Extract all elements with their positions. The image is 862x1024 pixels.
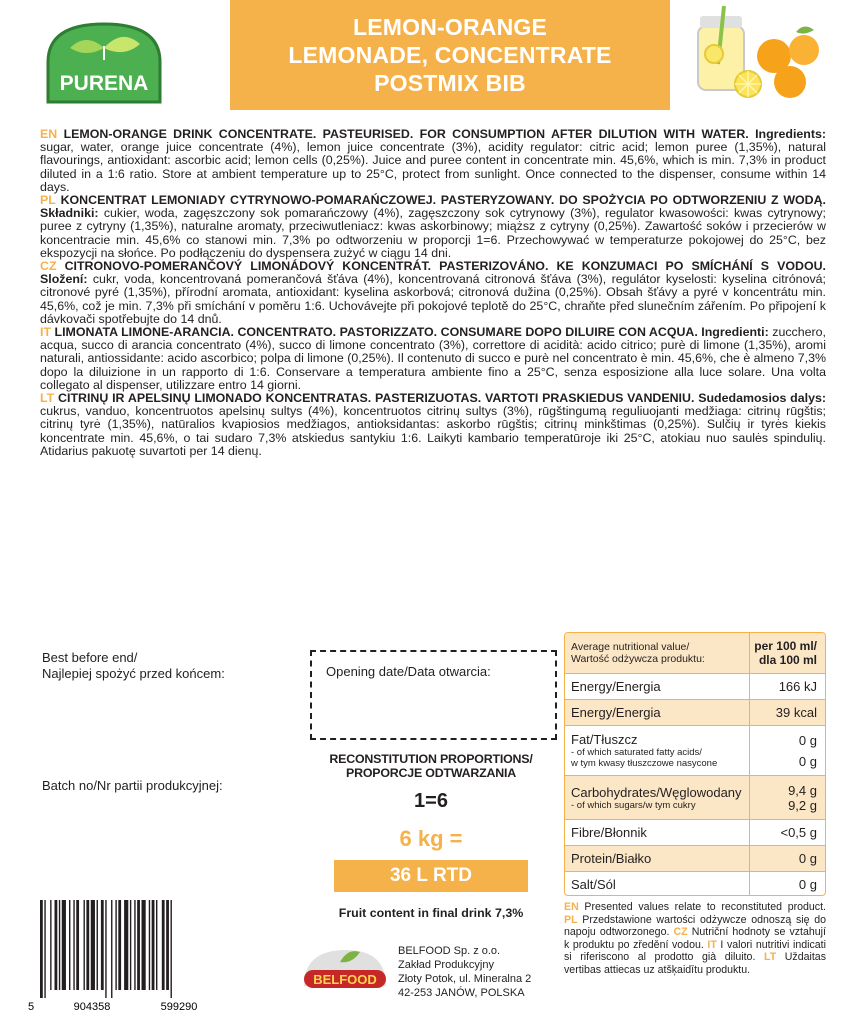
ingredients-label: Ingredients: [755,127,826,141]
ingredients-text [40,128,826,458]
manufacturer-address [398,944,531,1000]
barcode-bar [130,900,131,990]
lang-code: EN [564,901,579,913]
nutrition-table [564,632,826,896]
barcode-bar [149,900,150,990]
nutrition-header-label-1: Average nutritional value/ [571,641,690,653]
nutrient-label: Fat/Tłuszcz [571,732,638,747]
barcode-bar [115,900,116,990]
note-text: Uždaitas vertibas attiecas uz atšķaidītu produktu. [564,951,826,976]
nutrient-value: <0,5 g [780,825,817,840]
barcode-bar [84,900,85,990]
barcode-bar [59,900,60,990]
nutrient-label: Salt/Sól [571,877,616,892]
title-line-3: POSTMIX BIB [374,70,526,96]
nutrient-sublabel: w tym kwasy tłuszczowe nasycone [571,758,718,769]
barcode-bar [91,900,95,990]
ingredients-label: Sudedamosios dalys: [698,391,826,406]
ingredients-label: Składniki: [40,206,99,221]
barcode-digits-right: 599290 [160,1001,198,1013]
lang-code: IT [40,325,52,340]
barcode-bar [171,900,172,998]
best-before-label [42,650,225,682]
barcode [22,898,232,1014]
barcode-bar [62,900,66,990]
nutrient-sublabel: - of which sugars/w tym cukry [571,799,696,811]
barcode-bar [137,900,140,990]
section-heading: LIMONATA LIMONE-ARANCIA. CONCENTRATO. PASTORIZZATO. CONSUMARE DOPO DILUIRE CON ACQUA. [54,325,698,340]
note-text: Przedstawione wartości odżywcze odnoszą się do napoju odtworzonego. [564,913,826,939]
section-body: zucchero, acqua, succo di arancia concentrato (4%), succo di limone concentrato (3%), correttore di acidità: acido citrico; purè di limone (1,35%), aromi naturali, antiossidante: acido ascorbico; polpa di limone (0,25%). Il contenuto di succo e purè nel concentrato è min. 45,6%, che è almeno 7,3% dopo la diluizione in un rapporto di 1:6. Conservare a temperatura ambiente fino a 25°C, senza esposizione alla luce solare. Una volta collegato al dispenser, utilizzare entro 14 giorni. [40,325,826,392]
nutrient-label: Fibre/Błonnik [571,825,647,840]
section-body: cukier, woda, zagęszczony sok pomarańczowy (4%), zagęszczony sok cytrynowy (3%), regulator kwasowości: kwas cytrynowy; puree z cytryny (1,35%), naturalne aromaty, przeciwutleniacz: kwas askorbinowy; miąższ z cytryny (0,25%). Zawartość soków i przecierów w koncentracie min. 45,6% co stanowi min. 7,3% po odtworzeniu w proporcji 1=6. Przechowywać w temperaturze pokojowej do 25°C, bez ekspozycji na słońce. Po podłączeniu do dyspensera zużyć w ciągu 14 dni. [40,206,827,260]
nutrition-row-energy-kcal [565,699,825,725]
nutrition-row-salt [565,871,825,896]
lang-code: CZ [40,259,57,274]
barcode-digits-left: 904358 [73,1001,111,1013]
nutrient-label: Protein/Białko [571,851,652,866]
section-body: cukr, voda, koncentrovaná pomerančová šťáva (4%), koncentrovaná citronová šťáva (3%), regulátor kyselosti: kyselina citrónová; citronové pyré (1,35%), přírodní aromata, antioxidant: kyselina askorbová; citronová dužina (0,25%). Obsah šťávy a pyré v koncentrátu min. 45,6%, což je min. 7,3% při smíchání v poměru 1:6. Uchovávejte při pokojové teplotě do 25°C, chraňte před slunečním zářením. Po připojení k dávkovači spotřebujte do 14 dnů. [40,272,826,326]
nutrition-note [564,901,826,977]
section-en [40,128,826,194]
nutrient-value: 166 kJ [778,679,817,694]
section-body: cukrus, vanduo, koncentruotos apelsinų sultys (4%), koncentruotos citrinų sultys (3%), rūgštingumą reguliuojanti medžiaga: citrinų rūgštis; citrinų tyrė (1,35%), natūralios kvapiosios medžiagos, antioksidantas: askorbo rūgštis; citrinų minkštimas (0,25%). Sulčių ir tyrės kiekis koncentrate min. 45,6%, o tai sudaro 7,3% atskiedus santykiu 1:6. Laikyti kambario temperatūroje iki 25°C, atokiau nuo saulės spindulių. Atidarius pakuotę suvartoti per 14 dienų. [40,404,826,458]
nutrient-value: 0 g [798,732,817,748]
lang-code: PL [564,913,578,926]
batch-number-label: Batch no/Nr partii produkcyjnej: [42,778,223,793]
lemonade-jar-illustration [678,4,828,104]
opening-date-box [310,650,557,740]
section-lt [40,392,826,458]
barcode-bar [134,900,135,990]
nutrient-value: 9,2 g [788,797,817,813]
barcode-bar [50,900,51,990]
reconstitution-heading [300,752,562,780]
barcode-bar [86,900,89,990]
note-text: I valori nutritivi indicati si riferiscono al prodotto già diluito. [564,938,826,964]
address-line: BELFOOD Sp. z o.o. [398,945,501,957]
section-heading: CITRINŲ IR APELSINŲ LIMONADO KONCENTRATAS. PASTERIZUOTAS. VARTOTI PRASKIEDUS VANDENIU. [58,391,695,406]
note-text: Presented values relate to reconstituted product. [584,901,826,913]
lang-code: LT [764,951,777,964]
address-line: Złoty Potok, ul. Mineralna 2 [398,973,532,985]
note-text: Nutriční hodnoty se vztahují k produktu po zředění vodou. [564,926,826,951]
best-before-line-1: Best before end/ [42,650,138,665]
best-before-line-2: Najlepiej spożyć przed końcem: [42,666,225,681]
barcode-bar [162,900,165,990]
title-line-1: LEMON-ORANGE [352,14,548,40]
barcode-bar [152,900,155,990]
reconstitution-line-1: RECONSTITUTION PROPORTIONS/ [329,752,533,766]
nutrition-row-fat [565,725,825,775]
nutrient-sublabel: - of which saturated fatty acids/ [571,747,702,758]
section-cz [40,260,826,326]
section-heading: LEMON-ORANGE DRINK CONCENTRATE. PASTEURISED. FOR CONSUMPTION AFTER DILUTION WITH WATER. [63,127,749,141]
lang-code: CZ [673,926,688,939]
lang-code: EN [40,127,58,141]
opening-date-label: Opening date/Data otwarcia: [326,664,491,679]
package-weight: 6 kg = [399,826,463,851]
address-line: Zakład Produkcyjny [398,959,494,971]
fruit-content: Fruit content in final drink 7,3% [338,906,524,920]
product-title [230,0,670,110]
section-it [40,326,826,392]
nutrient-value: 39 kcal [775,705,817,720]
nutrition-row-fibre [565,819,825,845]
barcode-bar [97,900,98,990]
section-heading: CITRONOVO-POMERANČOVÝ LIMONÁDOVÝ KONCENTRÁT. PASTERIZOVÁNO. KE KONZUMACI PO SMÍCHÁNÍ S VODOU. [64,259,826,274]
nutrition-row-carbohydrates [565,775,825,819]
reconstitution-ratio: 1=6 [414,790,448,812]
barcode-bar [166,900,169,990]
barcode-bar [118,900,121,990]
belfood-logo-text: BELFOOD [313,972,377,987]
nutrition-header-value-1: per 100 ml/ [754,639,817,653]
barcode-bar [76,900,79,990]
barcode-bar [101,900,104,990]
barcode-bar [55,900,58,990]
barcode-bar [156,900,157,990]
nutrient-value: 0 g [798,753,817,769]
barcode-bar [111,900,112,998]
nutrition-header-value-2: dla 100 ml [758,653,817,667]
reconstitution-line-2: PROPORCJE ODTWARZANIA [346,766,516,780]
nutrient-value: 0 g [798,877,817,892]
nutrient-label: Energy/Energia [571,705,661,720]
nutrition-row-energy-kj [565,673,825,699]
belfood-logo [300,942,390,998]
section-pl [40,194,826,260]
nutrition-header-row [565,633,825,673]
nutrient-value: 0 g [798,851,817,866]
nutrient-value: 9,4 g [788,782,817,798]
nutrition-row-protein [565,845,825,871]
barcode-bar [69,900,70,990]
nutrition-header-label-2: Wartość odżywcza produktu: [571,653,705,665]
nutrient-label: Energy/Energia [571,679,661,694]
barcode-bar [44,900,45,998]
ingredients-label: Složení: [40,272,88,287]
address-line: 42-253 JANÓW, POLSKA [398,987,525,999]
ready-to-drink-volume: 36 L RTD [334,860,528,892]
barcode-bar [40,900,43,998]
nutrient-label: Carbohydrates/Węglowodany [571,784,742,800]
lang-code: IT [707,938,717,951]
barcode-bar [73,900,74,990]
purena-logo-text: PURENA [59,72,149,95]
section-heading: KONCENTRAT LEMONIADY CYTRYNOWO-POMARAŃCZOWEJ. PASTERYZOWANY. DO SPOŻYCIA PO ODTWORZENIU Z WODĄ. [60,193,826,208]
barcode-digit-1: 5 [28,1001,35,1013]
lang-code: LT [40,391,55,406]
lang-code: PL [40,193,56,208]
section-body: sugar, water, orange juice concentrate (4%), lemon juice concentrate (3%), acidity regulator: citric acid; lemon puree (1,35%), natural flavourings, antioxidant: ascorbic acid; lemon cells (0,25%). Juice and puree content in concentrate min. 45,6%, which is min. 7,3% in product diluted in a 1:6 ratio. Store at ambient temperature up to 25°C, protect from sunlight. Once connected to the dispenser, consume within 14 days. [40,140,826,194]
barcode-bar [124,900,128,990]
purena-logo [40,18,168,106]
barcode-bar [142,900,146,990]
ingredients-label: Ingredienti: [701,325,769,340]
barcode-bar [105,900,106,998]
title-line-2: LEMONADE, CONCENTRATE [288,42,612,68]
